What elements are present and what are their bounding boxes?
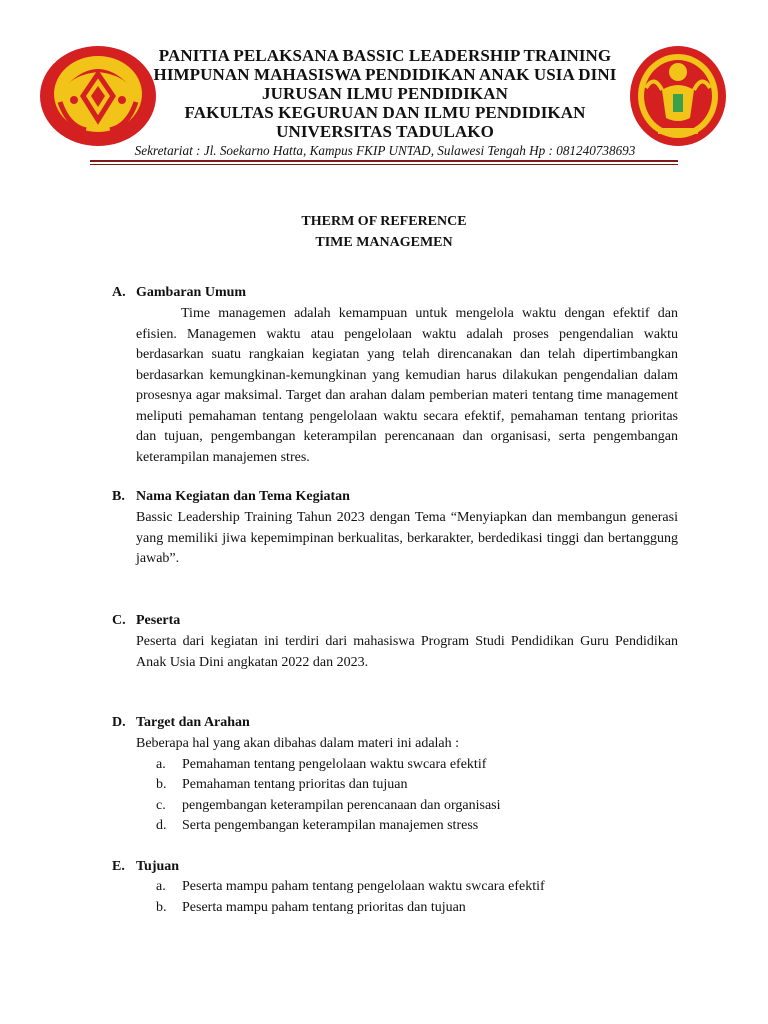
section-body: Time managemen adalah kemampuan untuk mengelola waktu dengan efektif dan efisien. Managemen waktu atau pengelolaan waktu adalah proses pengendalian waktu berdasarkan suatu rangkaian kegiatan yang telah direncanakan dan telah dipertimbangkan berdasarkan kemungkinan-kemungkinan yang kemudian harus dilakukan pengendalian dalam prosesnya agar maksimal. Target dan arahan dalam pemberian materi tentang time management meliputi pemahaman tentang pengelolaan waktu secara efektif, pemahaman tentang prioritas dan tujuan, pengembangan keterampilan perencanaan dan organisasi, serta pengembangan keterampilan manajemen stres. [136, 306, 678, 465]
section-peserta [112, 611, 678, 673]
organization-logo [628, 44, 728, 148]
section-heading: Nama Kegiatan dan Tema Kegiatan [136, 489, 350, 504]
section-gambaran-umum [112, 283, 678, 468]
list-item: d. Serta pengembangan keterampilan manajemen stress [156, 818, 479, 833]
document-title [0, 211, 768, 253]
title-line-1: THERM OF REFERENCE [301, 214, 467, 229]
letterhead-line-2: HIMPUNAN MAHASISWA PENDIDIKAN ANAK USIA DINI [153, 65, 617, 84]
section-heading: Peserta [136, 613, 181, 628]
section-heading: Target dan Arahan [136, 715, 250, 730]
section-heading: Tujuan [136, 859, 180, 874]
goal-list [136, 877, 678, 918]
list-item: b. Peserta mampu paham tentang prioritas dan tujuan [156, 899, 466, 915]
section-letter: D. [112, 715, 126, 730]
list-item: c. pengembangan keterampilan perencanaan dan organisasi [156, 797, 501, 813]
target-list [136, 755, 678, 837]
header-divider [90, 160, 678, 162]
section-intro: Beberapa hal yang akan dibahas dalam materi ini adalah : [136, 736, 460, 751]
section-letter: A. [112, 285, 126, 300]
secretariat-address: Sekretariat : Jl. Soekarno Hatta, Kampus FKIP UNTAD, Sulawesi Tengah Hp : 081240738693 [134, 143, 636, 158]
university-logo [38, 44, 158, 148]
letterhead-line-3: JURUSAN ILMU PENDIDIKAN [262, 84, 508, 103]
section-letter: B. [112, 489, 125, 504]
header-divider-thin [90, 164, 678, 165]
section-letter: E. [112, 859, 125, 874]
section-heading: Gambaran Umum [136, 285, 247, 300]
section-letter: C. [112, 613, 126, 628]
list-item: a. Pemahaman tentang pengelolaan waktu swcara efektif [156, 756, 487, 772]
section-target-arahan [112, 713, 678, 837]
title-line-2: TIME MANAGEMEN [315, 235, 453, 250]
letterhead-line-1: PANITIA PELAKSANA BASSIC LEADERSHIP TRAINING [158, 46, 612, 65]
section-body: Bassic Leadership Training Tahun 2023 dengan Tema “Menyiapkan dan membangun generasi yang memiliki jiwa kepemimpinan berkualitas, berkarakter, berdedikasi tinggi dan bertanggung jawab”. [136, 510, 678, 566]
list-item: a. Peserta mampu paham tentang pengelolaan waktu swcara efektif [156, 879, 545, 894]
list-item: b. Pemahaman tentang prioritas dan tujuan [156, 777, 408, 792]
letterhead-line-4: FAKULTAS KEGURUAN DAN ILMU PENDIDIKAN [184, 103, 586, 122]
section-tujuan [112, 857, 678, 918]
section-body: Peserta dari kegiatan ini terdiri dari mahasiswa Program Studi Pendidikan Guru Pendidikan Anak Usia Dini angkatan 2022 dan 2023. [136, 634, 678, 670]
letterhead-line-5: UNIVERSITAS TADULAKO [276, 122, 494, 141]
section-nama-kegiatan [112, 487, 678, 570]
letterhead [150, 46, 620, 141]
